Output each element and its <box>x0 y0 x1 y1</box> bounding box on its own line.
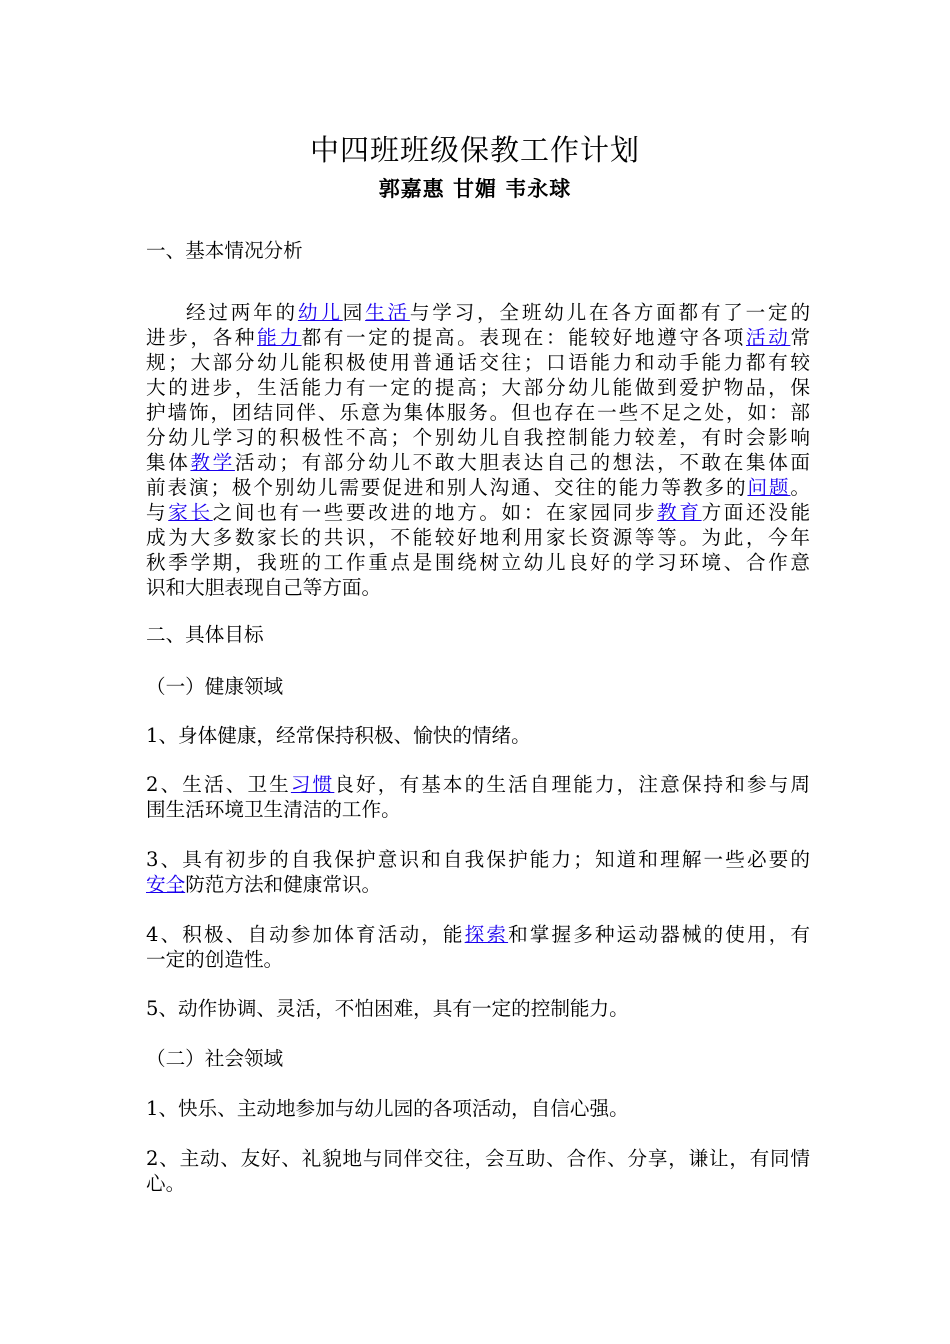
section-heading-basic-analysis: 一、基本情况分析 <box>146 239 303 262</box>
keyword-link[interactable]: 生活 <box>365 301 410 324</box>
section-heading-goals: 二、具体目标 <box>146 623 264 646</box>
social-item-2 <box>146 1146 810 1196</box>
paragraph-line: 心。 <box>146 1172 186 1195</box>
paragraph-line: 与家长之间也有一些要改进的地方。如：在家园同步教育方面还没能 <box>146 501 811 524</box>
keyword-link[interactable]: 家长 <box>168 501 213 524</box>
paragraph-line: 识和大胆表现自己等方面。 <box>146 576 382 599</box>
paragraph-line: 大的进步，生活能力有一定的提高；大部分幼儿能做到爱护物品，保 <box>146 376 810 399</box>
paragraph-line: 4、积极、自动参加体育活动，能探索和掌握多种运动器械的使用，有 <box>146 923 811 946</box>
social-item-1: 1、快乐、主动地参加与幼儿园的各项活动，自信心强。 <box>146 1097 629 1120</box>
paragraph-line: 2、主动、友好、礼貌地与同伴交往，会互助、合作、分享，谦让，有同情 <box>146 1147 810 1170</box>
keyword-link[interactable]: 教育 <box>657 501 702 524</box>
health-item-5: 5、动作协调、灵活，不怕困难，具有一定的控制能力。 <box>146 997 629 1020</box>
paragraph-line: 规；大部分幼儿能积极使用普通话交往；口语能力和动手能力都有较 <box>146 351 810 374</box>
keyword-link[interactable]: 习惯 <box>290 773 335 796</box>
paragraph-line: 秋季学期，我班的工作重点是围绕树立幼儿良好的学习环境、合作意 <box>146 551 810 574</box>
intro-paragraph <box>146 300 810 600</box>
paragraph-line: 3、具有初步的自我保护意识和自我保护能力；知道和理解一些必要的 <box>146 848 810 871</box>
paragraph-line: 安全防范方法和健康常识。 <box>146 873 382 896</box>
paragraph-line: 成为大多数家长的共识，不能较好地利用家长资源等等。为此，今年 <box>146 526 810 549</box>
paragraph-line: 分幼儿学习的积极性不高；个别幼儿自我控制能力较差，有时会影响 <box>146 426 810 449</box>
subheading-health: （一）健康领域 <box>146 675 284 698</box>
paragraph-line: 经过两年的幼儿园生活与学习，全班幼儿在各方面都有了一定的 <box>186 301 811 324</box>
paragraph-line: 2、生活、卫生习惯良好，有基本的生活自理能力，注意保持和参与周 <box>146 773 811 796</box>
keyword-link[interactable]: 问题 <box>747 476 791 499</box>
paragraph-line: 围生活环境卫生清洁的工作。 <box>146 798 401 821</box>
paragraph-line: 一定的创造性。 <box>146 948 284 971</box>
health-item-4 <box>146 922 810 972</box>
paragraph-line: 进步，各种能力都有一定的提高。表现在：能较好地遵守各项活动常 <box>146 326 811 349</box>
health-item-2 <box>146 772 810 822</box>
paragraph-line: 集体教学活动；有部分幼儿不敢大胆表达自己的想法，不敢在集体面 <box>146 451 811 474</box>
keyword-link[interactable]: 幼儿 <box>297 301 343 324</box>
subheading-social: （二）社会领域 <box>146 1047 284 1070</box>
keyword-link[interactable]: 能力 <box>257 326 302 349</box>
keyword-link[interactable]: 活动 <box>745 326 791 349</box>
health-item-3 <box>146 847 810 897</box>
health-item-1: 1、身体健康，经常保持积极、愉快的情绪。 <box>146 724 531 747</box>
keyword-link[interactable]: 教学 <box>190 451 235 474</box>
paragraph-line: 前表演；极个别幼儿需要促进和别人沟通、交往的能力等教多的问题。 <box>146 476 811 499</box>
paragraph-line: 护墙饰，团结同伴、乐意为集体服务。但也存在一些不足之处，如：部 <box>146 401 810 424</box>
keyword-link[interactable]: 安全 <box>146 873 186 896</box>
keyword-link[interactable]: 探索 <box>464 923 509 946</box>
document-authors: 郭嘉惠 甘媚 韦永球 <box>378 176 572 201</box>
document-title: 中四班班级保教工作计划 <box>309 133 640 167</box>
